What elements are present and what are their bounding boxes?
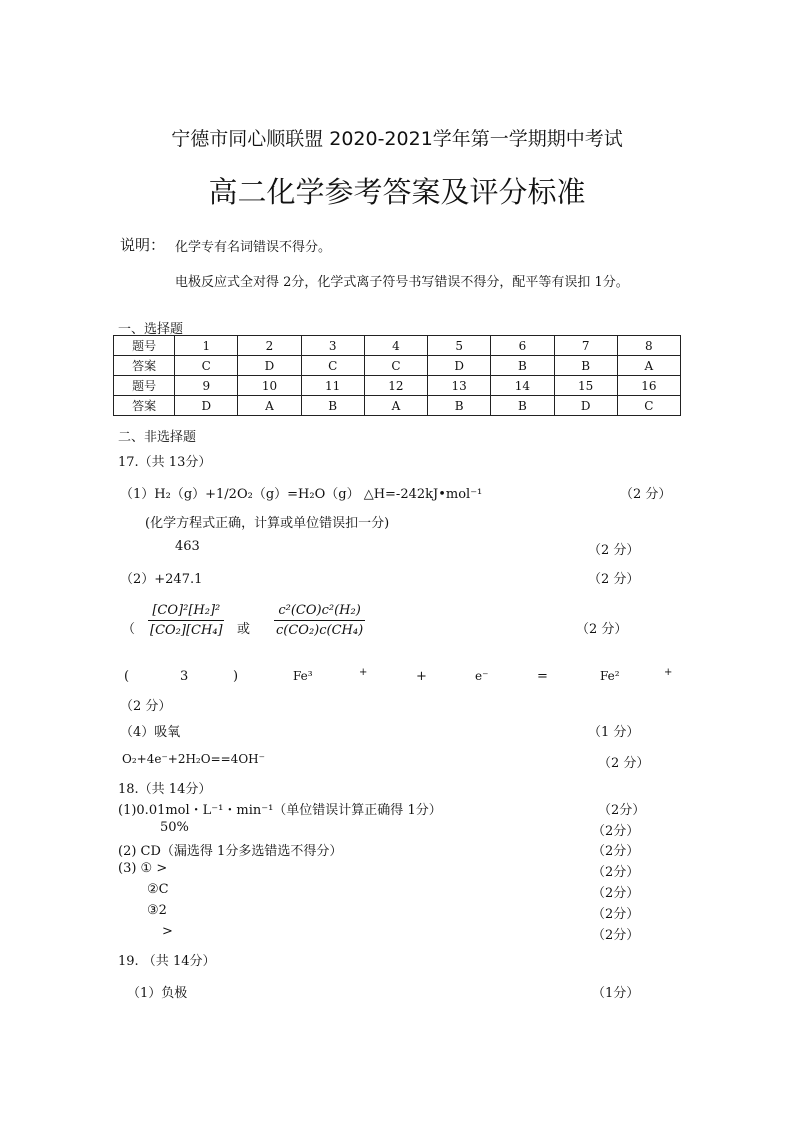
table-cell: 13 <box>428 376 491 396</box>
q18-line: (1)0.01mol・L⁻¹・min⁻¹（单位错误计算正确得 1分） <box>118 803 442 818</box>
table-cell: 15 <box>554 376 617 396</box>
q17-part3-token: ( <box>124 669 130 684</box>
q17-part5-score: （2 分） <box>598 756 650 771</box>
q18-line: (3) ① > <box>118 861 168 876</box>
q18-line: ②C <box>147 882 169 897</box>
table-cell: 3 <box>301 336 364 356</box>
table-cell: 7 <box>554 336 617 356</box>
table-cell: 16 <box>617 376 680 396</box>
q17-part1-note: (化学方程式正确，计算或单位错误扣一分) <box>145 516 390 531</box>
q19-header: 19. （共 14分） <box>118 954 216 969</box>
table-cell: D <box>175 396 238 416</box>
table-cell: D <box>554 396 617 416</box>
q18-line: 50% <box>160 820 189 835</box>
table-cell: C <box>301 356 364 376</box>
section1-title: 一、选择题 <box>118 322 184 337</box>
q17-part1b: 463 <box>175 539 200 554</box>
q18-line-score: （2分） <box>592 844 640 859</box>
q17-part1: （1）H₂（g）+1/2O₂（g）=H₂O（g） △H=-242kJ•mol⁻¹ <box>120 487 483 502</box>
table-cell: 4 <box>364 336 427 356</box>
q17-part2b-open: （ <box>122 622 136 637</box>
table-cell: 14 <box>491 376 554 396</box>
table-cell: B <box>428 396 491 416</box>
q18-line: (2) CD（漏选得 1分多选错选不得分） <box>118 844 343 859</box>
table-cell: C <box>175 356 238 376</box>
q17-part1b-score: （2 分） <box>588 543 640 558</box>
q17-part1-score: （2 分） <box>620 487 672 502</box>
q17-part3-token: + <box>416 669 427 684</box>
table-cell: 1 <box>175 336 238 356</box>
table-cell: A <box>238 396 301 416</box>
table-cell: B <box>491 396 554 416</box>
q17-part3-token: e⁻ <box>475 669 489 683</box>
equilibrium-constant-concentration <box>272 603 367 638</box>
answer-key-title: 高二化学参考答案及评分标准 <box>208 175 586 209</box>
q18-line: > <box>162 924 173 939</box>
table-cell: D <box>428 356 491 376</box>
q18-header: 18.（共 14分） <box>118 782 212 797</box>
table-row <box>114 336 681 356</box>
table-cell: B <box>554 356 617 376</box>
frac2-denominator: c(CO₂)c(CH₄) <box>276 623 364 638</box>
q18-line-score: （2分） <box>592 886 640 901</box>
q17-part4-score: （1 分） <box>588 725 640 740</box>
table-row <box>114 376 681 396</box>
q17-part3-score: （2 分） <box>120 699 172 714</box>
exam-title: 宁德市同心顺联盟 2020-2021学年第一学期期中考试 <box>171 128 623 150</box>
table-cell: 答案 <box>114 396 175 416</box>
q17-part3-token: 3 <box>180 669 189 684</box>
q18-line: ③2 <box>147 903 167 918</box>
frac1-denominator: [CO₂][CH₄] <box>150 623 223 638</box>
table-cell: 12 <box>364 376 427 396</box>
q18-line-score: （2分） <box>592 824 640 839</box>
equilibrium-constant-bracket <box>146 603 227 638</box>
or-word: 或 <box>237 622 251 637</box>
table-cell: 题号 <box>114 336 175 356</box>
q18-line-score: （2分） <box>592 928 640 943</box>
q17-part3-token: = <box>537 669 548 684</box>
q19-part1-score: （1分） <box>592 986 640 1001</box>
q18-line-score: （2分） <box>592 865 640 880</box>
q17-part3-token: Fe² <box>600 669 620 683</box>
table-cell: 11 <box>301 376 364 396</box>
q17-header: 17.（共 13分） <box>118 455 212 470</box>
table-cell: A <box>364 396 427 416</box>
table-cell: D <box>238 356 301 376</box>
table-row <box>114 356 681 376</box>
notes-line-2: 电极反应式全对得 2分，化学式离子符号书写错误不得分，配平等有误扣 1分。 <box>175 275 629 290</box>
table-cell: C <box>617 396 680 416</box>
q17-part2b-score: （2 分） <box>576 622 628 637</box>
q17-part5: O₂+4e⁻+2H₂O==4OH⁻ <box>122 752 265 766</box>
table-cell: 8 <box>617 336 680 356</box>
table-cell: 题号 <box>114 376 175 396</box>
section2-title: 二、非选择题 <box>118 430 197 445</box>
table-cell: 6 <box>491 336 554 356</box>
table-cell: 5 <box>428 336 491 356</box>
table-cell: C <box>364 356 427 376</box>
q17-part2: （2）+247.1 <box>120 572 203 587</box>
table-row <box>114 396 681 416</box>
table-cell: 答案 <box>114 356 175 376</box>
q19-part1: （1）负极 <box>127 986 188 1001</box>
table-cell: 10 <box>238 376 301 396</box>
table-cell: 2 <box>238 336 301 356</box>
frac1-numerator: [CO]²[H₂]² <box>148 603 224 621</box>
q17-part3-token: ) <box>233 669 239 684</box>
frac2-numerator: c²(CO)c²(H₂) <box>274 603 364 621</box>
q17-part3-token: + <box>359 667 368 678</box>
table-cell: B <box>491 356 554 376</box>
q17-part3-token: Fe³ <box>293 669 313 683</box>
table-cell: B <box>301 396 364 416</box>
notes-label: 说明： <box>120 236 166 254</box>
multiple-choice-answer-table <box>113 335 681 416</box>
q18-line-score: （2分） <box>598 803 646 818</box>
q17-part3-token: + <box>664 667 673 678</box>
table-cell: 9 <box>175 376 238 396</box>
q17-part2-score: （2 分） <box>588 572 640 587</box>
q18-line-score: （2分） <box>592 907 640 922</box>
table-cell: A <box>617 356 680 376</box>
notes-line-1: 化学专有名词错误不得分。 <box>175 240 332 255</box>
q17-part4: （4）吸氧 <box>120 725 181 740</box>
